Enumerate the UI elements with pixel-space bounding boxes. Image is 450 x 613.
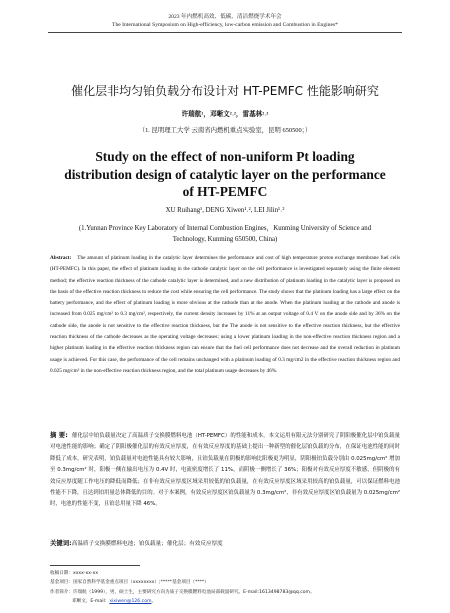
- authors-english: XU Ruihang¹, DENG Xiwen¹˒², LEI Jilin¹˒²: [165, 207, 285, 214]
- abstract-english: [50, 253, 400, 377]
- footnote-author-1: 作者简介：许瑞航（1999），男，硕士生，主要研究方向为质子交换膜燃料电池局部载量研究。E-mail:1613498783@qq.com。: [50, 589, 315, 595]
- keywords-text: 高温质子交换膜燃料电池；铂负载量；催化层；有效反应厚度: [71, 541, 223, 547]
- keywords-chinese: [50, 538, 400, 547]
- title-chinese: 催化层非均匀铂负载分布设计对 HT-PEMFC 性能影响研究: [71, 84, 379, 98]
- running-head-line-2: The International Symposium on High-efficiency, low-carbon emission and Combustion in Engines*: [112, 21, 338, 28]
- running-head: [0, 14, 450, 29]
- footnote-author-2-suffix: 。: [151, 599, 157, 605]
- abstract-english-label: Abstract:: [50, 255, 72, 261]
- footnote-author-2: [50, 597, 410, 606]
- running-head-line-1: 2023 年内燃机高效、低碳、清洁燃烧学术年会: [168, 14, 282, 20]
- keywords-label: 关键词:: [50, 539, 72, 547]
- abstract-chinese: [50, 430, 400, 511]
- footnote-fund: 基金项目：国家自然科学基金重点项目（xxxxxxxx）;*****基金项目（****）: [50, 580, 209, 586]
- footnote-author-2-prefix: 邓晰文，E-mail：: [72, 599, 110, 605]
- header-rule: [48, 32, 402, 33]
- footnote-rule: [50, 565, 140, 566]
- footnotes: [50, 569, 410, 607]
- authors-chinese: 许瑞航¹，邓晰文²˒²，雷基林²˒²: [181, 111, 269, 118]
- affiliation-chinese: （1. 昆明理工大学 云南省内燃机重点实验室，昆明 650500；）: [138, 127, 312, 134]
- email-link[interactable]: xixiwen@126.com: [109, 599, 152, 605]
- footnote-received: 收稿日期：xxxx-xx-xx: [50, 571, 99, 576]
- title-english: Study on the effect of non-uniform Pt loading distribution design of catalytic layer on the performance of HT-PEMFC: [64, 149, 386, 200]
- abstract-chinese-text: 催化层中铂负载量决定了高温质子交换膜燃料电池（HT-PEMFC）的性能和成本。本文运用有限元法分别研究了阴阳极催化层中铂负载量对电池性能的影响；确定了阴阳极催化层的有效反应厚度，在有效反应厚度的基础上提出一种新型的催化层铂负载的分布，在保证电池性能的同时降低了成本。研究表明，铂负载量对电池性能具有较大影响，且铂负载量在阴极的影响比阳极更为明显，阴阳极铂负载分别由 0.025mg/cm² 增加至 0.3mg/cm² 时，阳极一侧在输出电压为 0.4V 时，电流密度增长了 11%，而阴极一侧增长了 36%；阳极对有效反应厚度不敏感，但阴极的有效反应厚度随工作电压的降低而降低；在非有效反应厚度区域采用较低的铂负载量，在有效反应厚度区域采用较高的铂负载量，可以保证燃料电池性能不下降，且达到铂用量总体降低的目的。对于本案例，有效反应厚度区铂负载量为 0.3mg/cm²，非有效反应厚度区铂负载量为 0.025mg/cm² 时，电池的性能不变，且铂总用量下降 46%。: [50, 433, 400, 508]
- affiliation-english: (1.Yunnan Province Key Laboratory of Internal Combustion Engines，Kunming University of Science and Technology, Kunming 650500, China): [78, 225, 372, 243]
- abstract-english-text: The amount of platinum loading in the catalytic layer determines the performance and cost of high temperature proton exchange membrane fuel cells (HT-PEMFC). In this paper, the effect of platinum loading in the cathode catalytic layer on the cell performance is investigated separately using the finite element method; the effective reaction thickness of the cathode catalytic layer is determined, and a new distribution of platinum loading in the catalytic layer is proposed on the basis of the effective reaction thickness to reduce the cost while ensuring the cell performance. The study shows that the platinum loading has a large effect on the battery performance, and the effect of platinum loading is more obvious at the cathode than at the anode. When the platinum loading at the cathode and anode is increased from 0.025 mg/cm² to 0.3 mg/cm², respectively, the current density increases by 11% at an output voltage of 0.4 V on the anode side and by 36% on the cathode side, the anode is not sensitive to the effective reaction thickness, but the The anode is not sensitive to the effective reaction thickness, but the effective reaction thickness of the cathode decreases as the operating voltage decreases; using a lower platinum loading in the non-effective reaction thickness region and a higher platinum loading in the effective reaction thickness region can ensure that the fuel cell performance does not decrease and the overall reduction in platinum usage is achieved. For this case, the performance of the cell remains unchanged with a platinum loading of 0.3 mg/cm2 in the effective reaction thickness region and 0.025 mg/cm² in the non-effective reaction thickness region, and the total platinum usage decreases by 46%.: [50, 255, 400, 374]
- abstract-chinese-label: 摘 要:: [50, 431, 68, 439]
